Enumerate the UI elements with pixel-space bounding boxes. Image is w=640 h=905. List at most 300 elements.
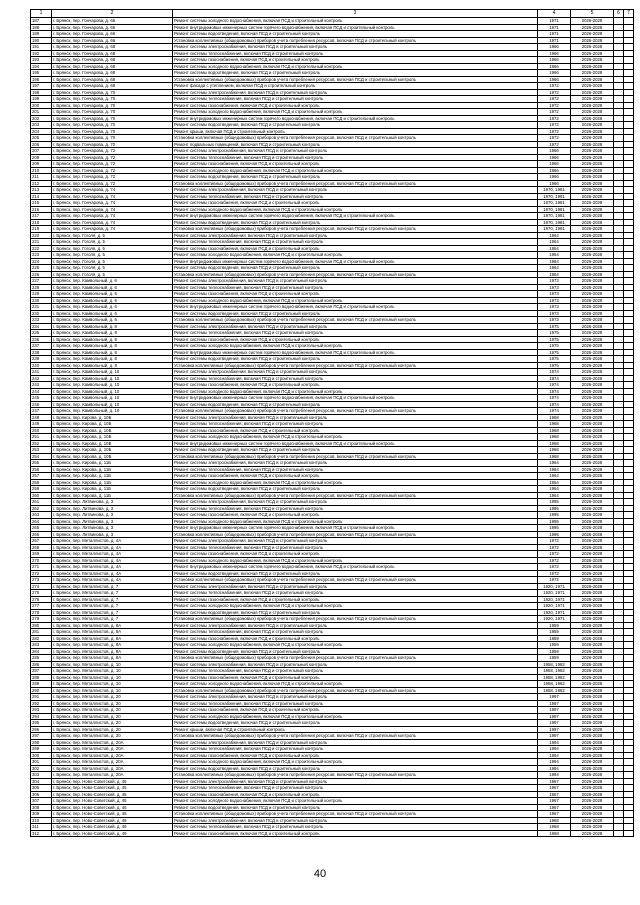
row-work-type: Ремонт системы холодного водоснабжения, включая ПСД и строительный контроль [173, 557, 538, 564]
row-period: 2026-2028 [571, 479, 614, 486]
row-period: 2026-2028 [571, 824, 614, 831]
row-period: 2026-2028 [571, 596, 614, 603]
row-work-type: Ремонт системы газоснабжения, включая ПСД и строительный контроль [173, 830, 538, 837]
row-work-type: Ремонт системы водоотведения, включая ПСД и строительный контроль [173, 401, 538, 408]
row-work-type: Ремонт системы холодного водоснабжения, включая ПСД и строительный контроль [173, 713, 538, 720]
row-address: г. Брянск, пер. Металлистов, д. 20 [52, 707, 173, 714]
row-number: 311 [31, 824, 52, 831]
row-address: г. Брянск, пер. Кирова, д. 11Б [52, 479, 173, 486]
row-address: г. Брянск, пер. Металлистов, д. 8А [52, 622, 173, 629]
row-address: г. Брянск, пер. Гончарова, д. 72 [52, 167, 173, 174]
row-period: 2026-2028 [571, 206, 614, 213]
row-build-year: 1959 [538, 655, 571, 662]
row-period: 2026-2028 [571, 356, 614, 363]
row-build-year: 1958, 1982 [538, 674, 571, 681]
row-number: 200 [31, 102, 52, 109]
row-period: 2026-2028 [571, 635, 614, 642]
row-period: 2026-2028 [571, 616, 614, 623]
row-work-type: Ремонт системы электроснабжения, включая ПСД и строительный контроль [173, 89, 538, 96]
row-work-type: Ремонт системы электроснабжения, включая ПСД и строительный контроль [173, 739, 538, 746]
row-work-type: Установка коллективных (общедомовых) приборов учета потребления ресурсов, включая ПСД и строительный контроль [173, 616, 538, 623]
row-build-year: 1964 [538, 473, 571, 480]
row-work-type: Ремонт системы газоснабжения, включая ПСД и строительный контроль [173, 635, 538, 642]
row-address: г. Брянск, пер. Гоголя, д. 5 [52, 265, 173, 272]
row-address: г. Брянск, пер. Гончарова, д. 74 [52, 200, 173, 207]
row-build-year: 1967 [538, 778, 571, 785]
row-work-type: Ремонт системы теплоснабжения, включая ПСД и строительный контроль [173, 746, 538, 753]
row-period: 2026-2028 [571, 427, 614, 434]
row-work-type: Ремонт системы электроснабжения, включая ПСД и строительный контроль [173, 187, 538, 194]
row-number: 204 [31, 128, 52, 135]
row-number: 221 [31, 239, 52, 246]
row-address: г. Брянск, пер. Металлистов, д. 20 [52, 713, 173, 720]
row-number: 246 [31, 401, 52, 408]
row-period: 2026-2028 [571, 817, 614, 824]
row-address: г. Брянск, пер. Гончарова, д. 70 [52, 115, 173, 122]
row-number: 294 [31, 713, 52, 720]
row-period: 2026-2028 [571, 174, 614, 181]
row-address: г. Брянск, пер. Гончарова, д. 68 [52, 76, 173, 83]
row-period: 2026-2028 [571, 486, 614, 493]
row-address: г. Брянск, пер. Литвинова, д. 3 [52, 505, 173, 512]
row-period: 2026-2028 [571, 421, 614, 428]
row-work-type: Ремонт системы холодного водоснабжения, включая ПСД и строительный контроль [173, 642, 538, 649]
row-build-year: 1966 [538, 180, 571, 187]
row-build-year: 1968 [538, 440, 571, 447]
row-address: г. Брянск, пер. Металлистов, д. 7 [52, 603, 173, 610]
row-work-type: Ремонт системы теплоснабжения, включая ПСД и строительный контроль [173, 239, 538, 246]
row-address: г. Брянск, пер. Ново-Советский, д. 49 [52, 824, 173, 831]
row-address: г. Брянск, пер. Камвольный, д. 8 [52, 323, 173, 330]
row-number: 252 [31, 440, 52, 447]
row-work-type: Ремонт подвальных помещений, включая ПСД и строительный контроль [173, 141, 538, 148]
row-period: 2026-2028 [571, 70, 614, 77]
header-col-6: 6 [614, 10, 624, 18]
row-number: 288 [31, 674, 52, 681]
row-build-year: 1968 [538, 817, 571, 824]
header-col-7: 7 [624, 10, 634, 18]
row-number: 213 [31, 187, 52, 194]
row-work-type: Ремонт системы электроснабжения, включая ПСД и строительный контроль [173, 323, 538, 330]
row-address: г. Брянск, пер. Металлистов, д. 8А [52, 635, 173, 642]
row-address: г. Брянск, пер. Металлистов, д. 20 [52, 726, 173, 733]
row-period: 2026-2028 [571, 343, 614, 350]
row-period: 2026-2028 [571, 778, 614, 785]
row-period: 2026-2028 [571, 148, 614, 155]
row-address: г. Брянск, пер. Литвинова, д. 3 [52, 525, 173, 532]
row-period: 2026-2028 [571, 648, 614, 655]
row-address: г. Брянск, пер. Гончарова, д. 72 [52, 154, 173, 161]
row-work-type: Ремонт системы водоотведения, включая ПСД и строительный контроль [173, 31, 538, 38]
row-period: 2026-2028 [571, 466, 614, 473]
row-address: г. Брянск, пер. Камвольный, д. 8 [52, 356, 173, 363]
row-number: 276 [31, 596, 52, 603]
row-address: г. Брянск, пер. Гончарова, д. 66 [52, 37, 173, 44]
row-period: 2026-2028 [571, 739, 614, 746]
row-number: 280 [31, 622, 52, 629]
row-build-year: 1975 [538, 323, 571, 330]
row-address: г. Брянск, пер. Металлистов, д. 20А [52, 739, 173, 746]
row-address: г. Брянск, пер. Металлистов, д. 10 [52, 668, 173, 675]
row-number: 306 [31, 791, 52, 798]
row-build-year: 1964 [538, 258, 571, 265]
row-address: г. Брянск, пер. Ново-Советский, д. 45 [52, 804, 173, 811]
row-address: г. Брянск, пер. Металлистов, д. 10 [52, 687, 173, 694]
row-address: г. Брянск, пер. Камвольный, д. 10 [52, 369, 173, 376]
row-work-type: Ремонт системы газоснабжения, включая ПСД и строительный контроль [173, 752, 538, 759]
row-address: г. Брянск, пер. Камвольный, д. 8 [52, 336, 173, 343]
row-address: г. Брянск, пер. Металлистов, д. 20 [52, 694, 173, 701]
row-period: 2026-2028 [571, 414, 614, 421]
row-number: 289 [31, 681, 52, 688]
row-number: 217 [31, 213, 52, 220]
row-address: г. Брянск, пер. Кирова, д. 10Б [52, 434, 173, 441]
row-period: 2026-2028 [571, 219, 614, 226]
row-address: г. Брянск, пер. Гончарова, д. 66 [52, 24, 173, 31]
row-build-year: 1967 [538, 791, 571, 798]
row-period: 2026-2028 [571, 668, 614, 675]
row-number: 192 [31, 50, 52, 57]
row-period: 2026-2028 [571, 564, 614, 571]
row-number: 291 [31, 694, 52, 701]
row-work-type: Ремонт системы теплоснабжения, включая ПСД и строительный контроль [173, 629, 538, 636]
row-number: 220 [31, 232, 52, 239]
row-address: г. Брянск, пер. Гончарова, д. 70 [52, 141, 173, 148]
row-work-type: Ремонт системы водоотведения, включая ПСД и строительный контроль [173, 122, 538, 129]
row-build-year: 1959 [538, 622, 571, 629]
row-build-year: 1968 [538, 447, 571, 454]
row-period: 2026-2028 [571, 707, 614, 714]
row-work-type: Установка коллективных (общедомовых) приборов учета потребления ресурсов, включая ПСД и строительный контроль [173, 577, 538, 584]
row-work-type: Ремонт системы теплоснабжения, включая ПСД и строительный контроль [173, 466, 538, 473]
row-period: 2026-2028 [571, 505, 614, 512]
row-period: 2026-2028 [571, 200, 614, 207]
row-period: 2026-2028 [571, 96, 614, 103]
row-work-type: Установка коллективных (общедомовых) приборов учета потребления ресурсов, включая ПСД и строительный контроль [173, 226, 538, 233]
row-period: 2026-2028 [571, 330, 614, 337]
row-period: 2026-2028 [571, 291, 614, 298]
row-number: 188 [31, 24, 52, 31]
header-col-3: 3 [173, 10, 538, 18]
row-number: 273 [31, 577, 52, 584]
row-number: 283 [31, 642, 52, 649]
row-build-year: 1970, 1981 [538, 206, 571, 213]
row-work-type: Ремонт системы теплоснабжения, включая ПСД и строительный контроль [173, 785, 538, 792]
row-work-type: Ремонт внутридомовых инженерных систем горячего водоснабжения, включая ПСД и строительный контроль [173, 440, 538, 447]
row-work-type: Установка коллективных (общедомовых) приборов учета потребления ресурсов, включая ПСД и строительный контроль [173, 76, 538, 83]
row-work-type: Ремонт системы электроснабжения, включая ПСД и строительный контроль [173, 460, 538, 467]
row-build-year: 1974 [538, 375, 571, 382]
row-build-year: 1995 [538, 525, 571, 532]
row-build-year: 1972 [538, 544, 571, 551]
row-address: г. Брянск, пер. Кирова, д. 11Б [52, 473, 173, 480]
row-number: 285 [31, 655, 52, 662]
row-number: 222 [31, 245, 52, 252]
row-number: 218 [31, 219, 52, 226]
row-number: 263 [31, 512, 52, 519]
row-number: 250 [31, 427, 52, 434]
row-period: 2026-2028 [571, 759, 614, 766]
row-address: г. Брянск, пер. Гончарова, д. 72 [52, 174, 173, 181]
row-number: 214 [31, 193, 52, 200]
row-build-year: 1966 [538, 148, 571, 155]
row-build-year: 1972 [538, 128, 571, 135]
row-address: г. Брянск, пер. Металлистов, д. 20А [52, 759, 173, 766]
row-address: г. Брянск, пер. Литвинова, д. 3 [52, 518, 173, 525]
row-address: г. Брянск, пер. Гончарова, д. 70 [52, 109, 173, 116]
row-period: 2026-2028 [571, 239, 614, 246]
row-address: г. Брянск, пер. Камвольный, д. 8 [52, 330, 173, 337]
row-build-year: 1997 [538, 700, 571, 707]
row-address: г. Брянск, пер. Кирова, д. 10Б [52, 440, 173, 447]
row-build-year: 1994 [538, 765, 571, 772]
row-work-type: Ремонт системы теплоснабжения, включая ПСД и строительный контроль [173, 421, 538, 428]
row-work-type: Ремонт внутридомовых инженерных систем горячего водоснабжения, включая ПСД и строительный контроль [173, 395, 538, 402]
row-period: 2026-2028 [571, 18, 614, 25]
row-address: г. Брянск, пер. Металлистов, д. 7 [52, 583, 173, 590]
row-period: 2026-2028 [571, 460, 614, 467]
row-build-year: 1975 [538, 362, 571, 369]
row-work-type: Ремонт системы холодного водоснабжения, включая ПСД и строительный контроль [173, 798, 538, 805]
row-period: 2026-2028 [571, 167, 614, 174]
row-build-year: 1972 [538, 109, 571, 116]
row-number: 270 [31, 557, 52, 564]
row-period: 2026-2028 [571, 213, 614, 220]
row-build-year: 1997 [538, 694, 571, 701]
row-work-type: Ремонт системы теплоснабжения, включая ПСД и строительный контроль [173, 375, 538, 382]
row-build-year: 1973 [538, 291, 571, 298]
row-period: 2026-2028 [571, 434, 614, 441]
row-address: г. Брянск, пер. Металлистов, д. 7 [52, 616, 173, 623]
table-header-row [31, 10, 634, 18]
row-number: 298 [31, 739, 52, 746]
row-build-year: 1974 [538, 388, 571, 395]
row-address: г. Брянск, пер. Гончарова, д. 68 [52, 63, 173, 70]
page-number: 40 [313, 868, 327, 880]
row-address: г. Брянск, пер. Гончарова, д. 68 [52, 57, 173, 64]
row-build-year: 1972 [538, 115, 571, 122]
row-period: 2026-2028 [571, 525, 614, 532]
row-period: 2026-2028 [571, 44, 614, 51]
row-build-year: 1966 [538, 63, 571, 70]
row-number: 269 [31, 551, 52, 558]
row-address: г. Брянск, пер. Кирова, д. 10Б [52, 421, 173, 428]
row-address: г. Брянск, пер. Ново-Советский, д. 49 [52, 830, 173, 837]
row-build-year: 1964 [538, 271, 571, 278]
row-work-type: Ремонт системы водоотведения, включая ПСД и строительный контроль [173, 219, 538, 226]
row-number: 201 [31, 109, 52, 116]
row-build-year: 1971 [538, 24, 571, 31]
row-address: г. Брянск, пер. Гончарова, д. 70 [52, 96, 173, 103]
row-build-year: 1973 [538, 304, 571, 311]
row-build-year: 1994 [538, 746, 571, 753]
row-build-year: 1972 [538, 122, 571, 129]
row-work-type: Ремонт внутридомовых инженерных систем горячего водоснабжения, включая ПСД и строительный контроль [173, 525, 538, 532]
row-build-year: 1972 [538, 141, 571, 148]
row-address: г. Брянск, пер. Гончарова, д. 70 [52, 128, 173, 135]
row-work-type: Установка коллективных (общедомовых) приборов учета потребления ресурсов, включая ПСД и строительный контроль [173, 687, 538, 694]
row-number: 212 [31, 180, 52, 187]
row-number: 219 [31, 226, 52, 233]
row-address: г. Брянск, пер. Металлистов, д. 7 [52, 590, 173, 597]
row-number: 260 [31, 492, 52, 499]
row-address: г. Брянск, пер. Металлистов, д. 8А [52, 629, 173, 636]
row-build-year: 1920, 1971 [538, 590, 571, 597]
row-build-year: 1973 [538, 310, 571, 317]
row-address: г. Брянск, пер. Кирова, д. 11Б [52, 460, 173, 467]
row-build-year: 1997 [538, 720, 571, 727]
row-period: 2026-2028 [571, 674, 614, 681]
row-number: 256 [31, 466, 52, 473]
row-period: 2026-2028 [571, 440, 614, 447]
row-address: г. Брянск, пер. Кирова, д. 11Б [52, 486, 173, 493]
row-number: 278 [31, 609, 52, 616]
row-period: 2026-2028 [571, 603, 614, 610]
row-build-year: 1958, 1982 [538, 687, 571, 694]
row-address: г. Брянск, пер. Гоголя, д. 5 [52, 271, 173, 278]
row-work-type: Ремонт системы газоснабжения, включая ПСД и строительный контроль [173, 512, 538, 519]
row-address: г. Брянск, пер. Литвинова, д. 3 [52, 512, 173, 519]
row-address: г. Брянск, пер. Гончарова, д. 66 [52, 31, 173, 38]
row-address: г. Брянск, пер. Металлистов, д. 20 [52, 733, 173, 740]
row-build-year: 1968 [538, 830, 571, 837]
row-work-type: Ремонт системы газоснабжения, включая ПСД и строительный контроль [173, 707, 538, 714]
row-number: 209 [31, 161, 52, 168]
row-build-year: 1971 [538, 37, 571, 44]
row-build-year: 1972 [538, 557, 571, 564]
row-work-type: Установка коллективных (общедомовых) приборов учета потребления ресурсов, включая ПСД и строительный контроль [173, 317, 538, 324]
row-address: г. Брянск, пер. Металлистов, д. 8А [52, 642, 173, 649]
row-work-type: Ремонт системы электроснабжения, включая ПСД и строительный контроль [173, 148, 538, 155]
row-work-type: Ремонт системы теплоснабжения, включая ПСД и строительный контроль [173, 193, 538, 200]
row-address: г. Брянск, пер. Литвинова, д. 3 [52, 499, 173, 506]
row-number: 241 [31, 369, 52, 376]
row-build-year: 1970, 1981 [538, 187, 571, 194]
row-work-type: Ремонт системы холодного водоснабжения, включая ПСД и строительный контроль [173, 603, 538, 610]
row-number: 230 [31, 297, 52, 304]
row-number: 293 [31, 707, 52, 714]
row-number: 245 [31, 395, 52, 402]
row-period: 2026-2028 [571, 226, 614, 233]
header-col-1: 1 [31, 10, 52, 18]
row-period: 2026-2028 [571, 122, 614, 129]
row-work-type: Установка коллективных (общедомовых) приборов учета потребления ресурсов, включая ПСД и строительный контроль [173, 408, 538, 415]
row-address: г. Брянск, пер. Гончарова, д. 68 [52, 70, 173, 77]
row-address: г. Брянск, пер. Металлистов, д. 7 [52, 596, 173, 603]
row-period: 2026-2028 [571, 720, 614, 727]
row-address: г. Брянск, пер. Камвольный, д. 10 [52, 382, 173, 389]
row-build-year: 1972 [538, 102, 571, 109]
row-number: 243 [31, 382, 52, 389]
row-address: г. Брянск, пер. Металлистов, д. 20 [52, 720, 173, 727]
row-build-year: 1973 [538, 297, 571, 304]
row-build-year: 1975 [538, 356, 571, 363]
row-address: г. Брянск, пер. Камвольный, д. 6 [52, 291, 173, 298]
row-work-type: Ремонт фасада с утеплением, включая ПСД и строительный контроль [173, 83, 538, 90]
row-build-year: 1964 [538, 466, 571, 473]
row-build-year: 1964 [538, 252, 571, 259]
row-address: г. Брянск, пер. Ново-Советский, д. 45 [52, 811, 173, 818]
row-number: 194 [31, 63, 52, 70]
row-number: 305 [31, 785, 52, 792]
row-number: 225 [31, 265, 52, 272]
row-build-year: 1966 [538, 161, 571, 168]
row-address: г. Брянск, пер. Камвольный, д. 8 [52, 362, 173, 369]
row-build-year: 1970, 1981 [538, 226, 571, 233]
row-work-type: Ремонт системы водоотведения, включая ПСД и строительный контроль [173, 648, 538, 655]
row-period: 2026-2028 [571, 24, 614, 31]
row-address: г. Брянск, пер. Гончарова, д. 68 [52, 50, 173, 57]
row-address: г. Брянск, пер. Ново-Советский, д. 45 [52, 798, 173, 805]
row-work-type: Ремонт системы газоснабжения, включая ПСД и строительный контроль [173, 245, 538, 252]
row-number: 258 [31, 479, 52, 486]
row-number: 307 [31, 798, 52, 805]
row-address: г. Брянск, пер. Кирова, д. 10Б [52, 414, 173, 421]
row-build-year: 1995 [538, 505, 571, 512]
row-number: 215 [31, 200, 52, 207]
row-number: 264 [31, 518, 52, 525]
row-work-type: Ремонт системы теплоснабжения, включая ПСД и строительный контроль [173, 505, 538, 512]
row-address: г. Брянск, пер. Металлистов, д. 20А [52, 772, 173, 779]
row-number: 242 [31, 375, 52, 382]
row-build-year: 1964 [538, 479, 571, 486]
row-period: 2026-2028 [571, 304, 614, 311]
row-work-type: Ремонт системы холодного водоснабжения, включая ПСД и строительный контроль [173, 343, 538, 350]
row-work-type: Ремонт системы водоотведения, включая ПСД и строительный контроль [173, 447, 538, 454]
row-period: 2026-2028 [571, 642, 614, 649]
row-work-type: Ремонт системы холодного водоснабжения, включая ПСД и строительный контроль [173, 206, 538, 213]
row-build-year: 1972 [538, 96, 571, 103]
row-work-type: Ремонт системы газоснабжения, включая ПСД и строительный контроль [173, 336, 538, 343]
row-build-year: 1973 [538, 317, 571, 324]
row-number: 234 [31, 323, 52, 330]
table-row [31, 830, 634, 837]
row-period: 2026-2028 [571, 590, 614, 597]
row-build-year: 1966 [538, 167, 571, 174]
row-build-year: 1994 [538, 772, 571, 779]
row-period: 2026-2028 [571, 609, 614, 616]
row-period: 2026-2028 [571, 629, 614, 636]
row-work-type: Ремонт системы водоотведения, включая ПСД и строительный контроль [173, 310, 538, 317]
row-build-year: 1973 [538, 278, 571, 285]
row-build-year: 1971 [538, 31, 571, 38]
row-work-type: Ремонт системы холодного водоснабжения, включая ПСД и строительный контроль [173, 297, 538, 304]
row-build-year: 1920, 1971 [538, 603, 571, 610]
row-build-year: 1972 [538, 89, 571, 96]
row-work-type: Ремонт системы электроснабжения, включая ПСД и строительный контроль [173, 778, 538, 785]
row-build-year: 1968 [538, 421, 571, 428]
row-number: 266 [31, 531, 52, 538]
row-work-type: Ремонт системы теплоснабжения, включая ПСД и строительный контроль [173, 284, 538, 291]
row-address: г. Брянск, пер. Камвольный, д. 8 [52, 343, 173, 350]
row-address: г. Брянск, пер. Кирова, д. 10Б [52, 447, 173, 454]
row-period: 2026-2028 [571, 89, 614, 96]
row-build-year: 1968 [538, 427, 571, 434]
row-number: 226 [31, 271, 52, 278]
row-period: 2026-2028 [571, 772, 614, 779]
row-work-type: Ремонт системы газоснабжения, включая ПСД и строительный контроль [173, 102, 538, 109]
row-work-type: Ремонт системы газоснабжения, включая ПСД и строительный контроль [173, 596, 538, 603]
row-work-type: Установка коллективных (общедомовых) приборов учета потребления ресурсов, включая ПСД и строительный контроль [173, 772, 538, 779]
row-period: 2026-2028 [571, 687, 614, 694]
row-number: 190 [31, 37, 52, 44]
row-build-year: 1970, 1981 [538, 213, 571, 220]
row-address: г. Брянск, пер. Кирова, д. 10Б [52, 427, 173, 434]
row-address: г. Брянск, пер. Гончарова, д. 74 [52, 213, 173, 220]
row-address: г. Брянск, пер. Камвольный, д. 6 [52, 310, 173, 317]
row-address: г. Брянск, пер. Гончарова, д. 70 [52, 89, 173, 96]
row-build-year: 1964 [538, 265, 571, 272]
